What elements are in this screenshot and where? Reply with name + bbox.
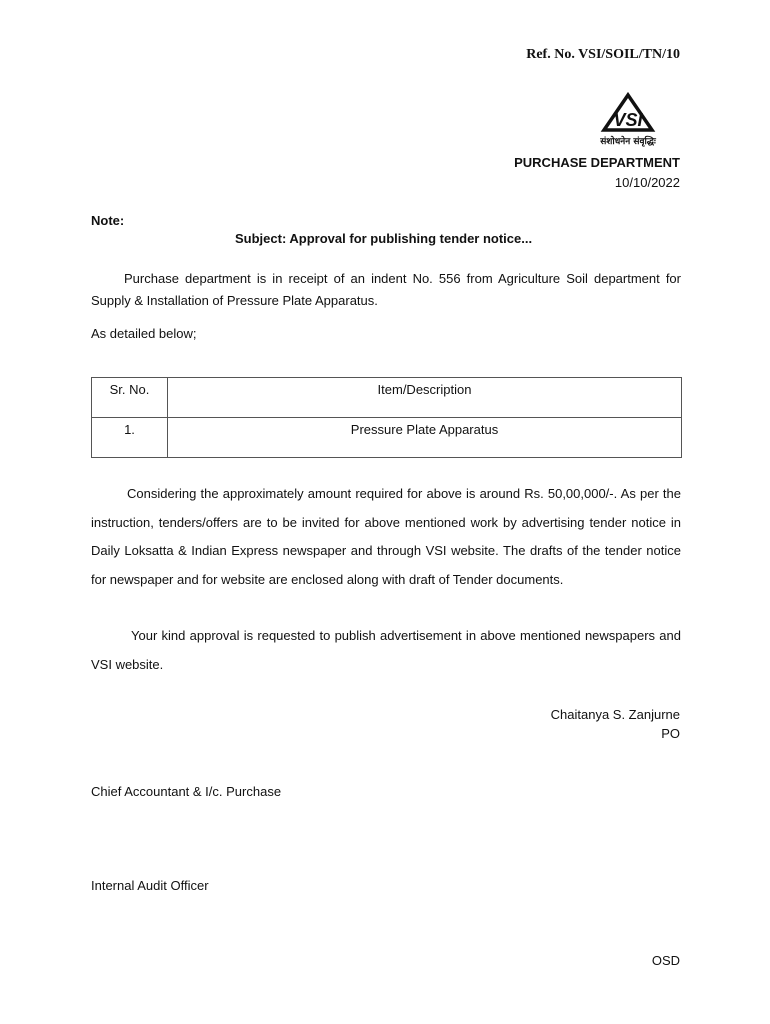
reference-number: Ref. No. VSI/SOIL/TN/10 (526, 47, 680, 62)
logo-caption: संशोधनेन संवृद्धिः (600, 137, 656, 147)
cell-item-description: Pressure Plate Apparatus (168, 418, 682, 458)
detailed-below-text: As detailed below; (91, 326, 197, 341)
signatory-title: PO (661, 726, 680, 741)
table-row (92, 418, 682, 458)
header-sr-no: Sr. No. (92, 378, 168, 418)
approval-paragraph: Your kind approval is requested to publish advertisement in above mentioned newspapers and VSI website. (91, 628, 681, 672)
subject-line: Subject: Approval for publishing tender notice... (235, 231, 533, 246)
cell-sr-no: 1. (92, 418, 168, 458)
osd-label: OSD (651, 953, 680, 968)
document-date: 10/10/2022 (614, 175, 680, 190)
department-name: PURCHASE DEPARTMENT (514, 155, 680, 170)
vsi-logo (600, 92, 684, 150)
internal-audit-label: Internal Audit Officer (91, 878, 209, 893)
note-label: Note: (91, 213, 125, 228)
chief-accountant-label: Chief Accountant & I/c. Purchase (91, 784, 282, 799)
signatory-name: Chaitanya S. Zanjurne (550, 707, 680, 722)
cost-paragraph: Considering the approximately amount required for above is around Rs. 50,00,000/-. As per the instruction, tenders/offers are to be invited for above mentioned work by advertising tender notice in Daily Loksatta & Indian Express newspaper and through VSI website. The drafts of the tender notice for newspaper and for website are enclosed along with draft of Tender documents. (91, 486, 681, 587)
intro-paragraph: Purchase department is in receipt of an indent No. 556 from Agriculture Soil department for Supply & Installation of Pressure Plate Apparatus. (91, 271, 681, 308)
items-table (91, 377, 682, 458)
logo-mark: VSI (613, 110, 643, 130)
header-item-description: Item/Description (168, 378, 682, 418)
table-header-row (92, 378, 682, 418)
